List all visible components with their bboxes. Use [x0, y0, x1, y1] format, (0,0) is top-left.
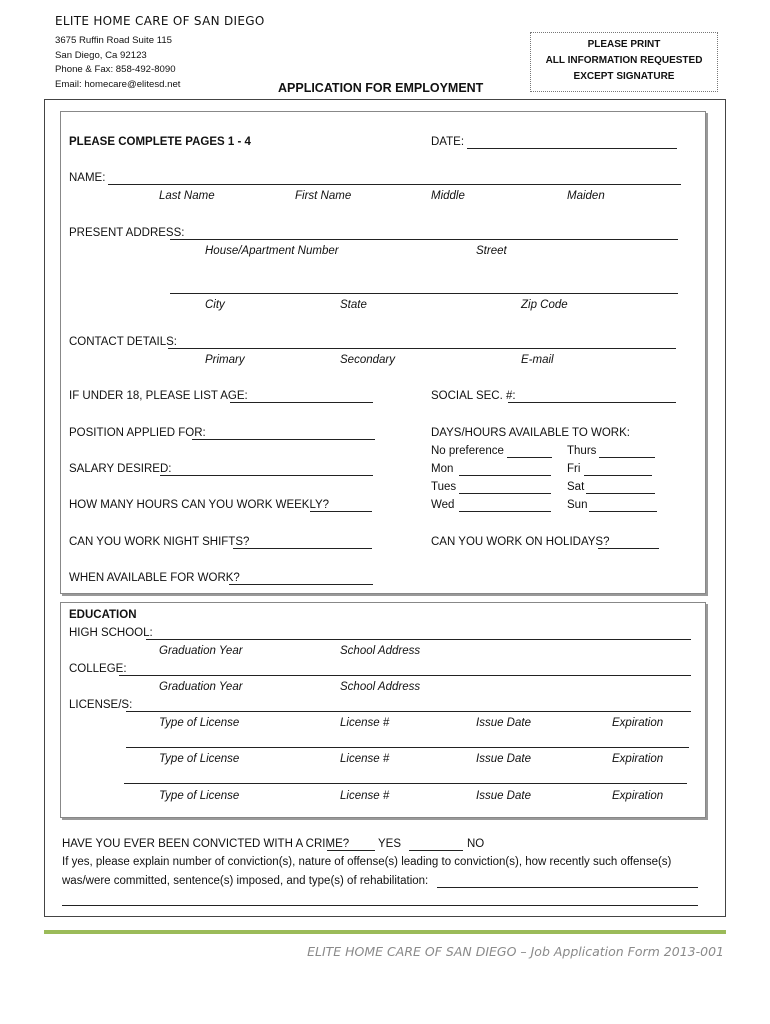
email-caption: E-mail	[521, 354, 554, 366]
primary-caption: Primary	[205, 354, 245, 366]
date-field[interactable]	[467, 148, 677, 149]
position-label: POSITION APPLIED FOR:	[69, 427, 206, 439]
day-thurs-label: Thurs	[567, 445, 597, 457]
crime-explain-line-2: was/were committed, sentence(s) imposed, and type(s) of rehabilitation:	[62, 875, 429, 887]
house-number-caption: House/Apartment Number	[205, 245, 339, 257]
maiden-name-caption: Maiden	[567, 190, 605, 202]
night-shifts-field[interactable]	[233, 548, 372, 549]
footer-text: ELITE HOME CARE OF SAN DIEGO – Job Application Form 2013-001	[307, 944, 724, 959]
day-no-preference-label: No preference	[431, 445, 504, 457]
first-name-caption: First Name	[295, 190, 352, 202]
license-field-1[interactable]	[126, 711, 691, 712]
license-expiration-caption: Expiration	[612, 790, 664, 802]
license-issue-date-caption: Issue Date	[476, 790, 531, 802]
license-type-caption: Type of License	[159, 790, 240, 802]
license-type-caption: Type of License	[159, 753, 240, 765]
licenses-label: LICENSE/S:	[69, 699, 133, 711]
print-notice-box	[530, 32, 718, 92]
city-caption: City	[205, 299, 225, 311]
notice-line-2: ALL INFORMATION REQUESTED	[545, 55, 703, 66]
night-shifts-label: CAN YOU WORK NIGHT SHIFTS?	[69, 536, 250, 548]
when-available-label: WHEN AVAILABLE FOR WORK?	[69, 572, 240, 584]
position-field[interactable]	[192, 439, 375, 440]
salary-field[interactable]	[160, 475, 373, 476]
middle-name-caption: Middle	[431, 190, 465, 202]
college-label: COLLEGE:	[69, 663, 127, 675]
hs-grad-year-caption: Graduation Year	[159, 645, 243, 657]
license-issue-date-caption: Issue Date	[476, 717, 531, 729]
holidays-field[interactable]	[598, 548, 659, 549]
contact-details-label: CONTACT DETAILS:	[69, 336, 177, 348]
day-sun-label: Sun	[567, 499, 588, 511]
name-label: NAME:	[69, 172, 106, 184]
license-expiration-caption: Expiration	[612, 753, 664, 765]
notice-line-1: PLEASE PRINT	[587, 39, 661, 50]
page-title: APPLICATION FOR EMPLOYMENT	[278, 81, 484, 95]
complete-pages-label: PLEASE COMPLETE PAGES 1 - 4	[69, 136, 251, 148]
crime-explain-field-1[interactable]	[437, 887, 698, 888]
zip-caption: Zip Code	[521, 299, 568, 311]
when-available-field[interactable]	[229, 584, 373, 585]
license-field-2[interactable]	[126, 747, 689, 748]
days-hours-label: DAYS/HOURS AVAILABLE TO WORK:	[431, 427, 630, 439]
day-fri-label: Fri	[567, 463, 581, 475]
day-sat-label: Sat	[567, 481, 585, 493]
day-wed-label: Wed	[431, 499, 455, 511]
secondary-caption: Secondary	[340, 354, 395, 366]
crime-yes-field[interactable]	[327, 850, 375, 851]
day-no-preference-field[interactable]	[507, 457, 552, 458]
company-name: ELITE HOME CARE OF SAN DIEGO	[55, 14, 265, 28]
day-mon-field[interactable]	[459, 475, 551, 476]
crime-explain-line-1: If yes, please explain number of conviction(s), nature of offense(s) leading to conviction(s), how recently such offense(s)	[62, 856, 672, 868]
company-phone: Phone & Fax: 858-492-8090	[55, 64, 176, 75]
day-tues-label: Tues	[431, 481, 457, 493]
license-number-caption: License #	[340, 717, 390, 729]
crime-no-label: NO	[467, 838, 485, 850]
college-field[interactable]	[119, 675, 691, 676]
company-address-line2: San Diego, Ca 92123	[55, 49, 147, 61]
day-fri-field[interactable]	[584, 475, 652, 476]
present-address-label: PRESENT ADDRESS:	[69, 227, 185, 239]
state-caption: State	[340, 299, 367, 311]
footer-rule	[44, 930, 726, 934]
address-street-field[interactable]	[170, 239, 678, 240]
salary-label: SALARY DESIRED:	[69, 463, 172, 475]
address-city-field[interactable]	[170, 293, 678, 294]
license-type-caption: Type of License	[159, 717, 240, 729]
notice-line-3: EXCEPT SIGNATURE	[573, 71, 675, 82]
name-field[interactable]	[108, 184, 681, 185]
hours-weekly-label: HOW MANY HOURS CAN YOU WORK WEEKLY?	[69, 499, 330, 511]
license-number-caption: License #	[340, 790, 390, 802]
college-grad-year-caption: Graduation Year	[159, 681, 243, 693]
day-thurs-field[interactable]	[599, 457, 655, 458]
license-issue-date-caption: Issue Date	[476, 753, 531, 765]
date-label: DATE:	[431, 136, 465, 148]
company-address-line1: 3675 Ruffin Road Suite 115	[55, 35, 172, 46]
license-number-caption: License #	[340, 753, 390, 765]
day-sat-field[interactable]	[586, 493, 655, 494]
contact-details-field[interactable]	[168, 348, 676, 349]
crime-no-field[interactable]	[409, 850, 463, 851]
age-field[interactable]	[230, 402, 373, 403]
day-mon-label: Mon	[431, 463, 454, 475]
license-field-3[interactable]	[124, 783, 687, 784]
license-expiration-caption: Expiration	[612, 717, 664, 729]
day-sun-field[interactable]	[589, 511, 657, 512]
college-school-address-caption: School Address	[340, 681, 421, 693]
company-email: Email: homecare@elitesd.net	[55, 78, 181, 90]
holidays-label: CAN YOU WORK ON HOLIDAYS?	[431, 536, 610, 548]
high-school-label: HIGH SCHOOL:	[69, 627, 153, 639]
street-caption: Street	[476, 245, 507, 257]
under-18-label: IF UNDER 18, PLEASE LIST AGE:	[69, 390, 248, 402]
high-school-field[interactable]	[146, 639, 691, 640]
ssn-label: SOCIAL SEC. #:	[431, 390, 516, 402]
last-name-caption: Last Name	[159, 190, 215, 202]
education-section	[60, 602, 706, 818]
day-tues-field[interactable]	[459, 493, 551, 494]
hs-school-address-caption: School Address	[340, 645, 421, 657]
ssn-field[interactable]	[508, 402, 676, 403]
crime-explain-field-2[interactable]	[62, 905, 698, 906]
crime-question: HAVE YOU EVER BEEN CONVICTED WITH A CRIME?	[62, 838, 350, 850]
day-wed-field[interactable]	[459, 511, 551, 512]
education-heading: EDUCATION	[69, 609, 137, 621]
hours-weekly-field[interactable]	[310, 511, 372, 512]
crime-yes-label: YES	[378, 838, 402, 850]
